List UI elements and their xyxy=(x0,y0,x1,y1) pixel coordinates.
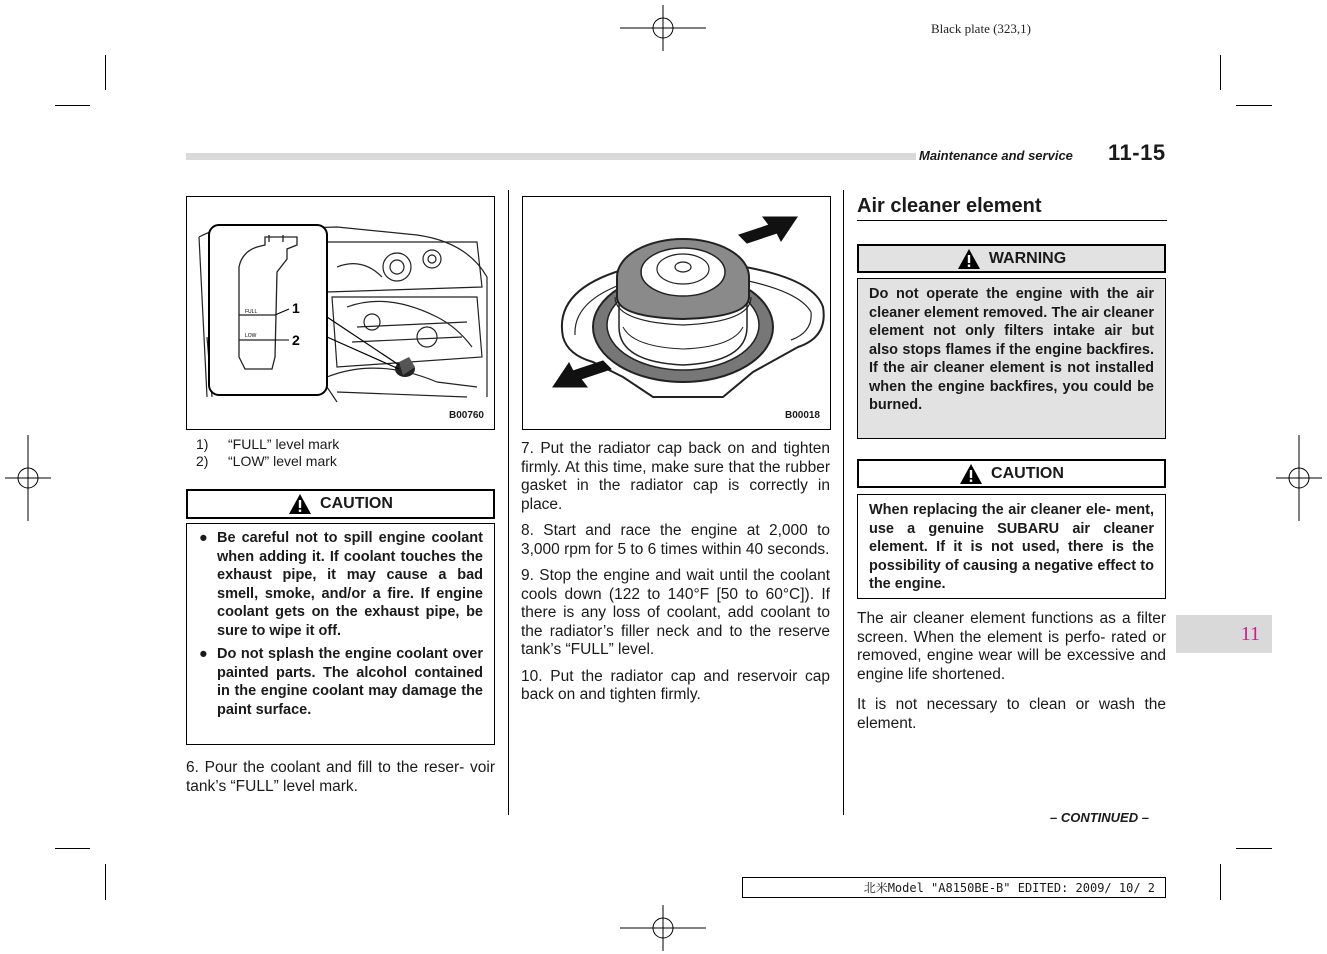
step-text: 6. Pour the coolant and fill to the reser- voir tank’s “FULL” level mark. xyxy=(186,759,495,795)
figure-code: B00760 xyxy=(448,410,484,421)
caution-text: When replacing the air cleaner ele- ment, use a genuine SUBARU air cleaner element. If it is not used, there is the possibility of causing a negative effect to the engine. xyxy=(869,502,1154,592)
warning-triangle-icon xyxy=(959,463,983,485)
registration-mark-top xyxy=(620,5,706,51)
warning-triangle-icon xyxy=(957,248,981,270)
steps-7-10 xyxy=(521,440,830,713)
footer-edit-info: 北米Model "A8150BE-B" EDITED: 2009/ 10/ 2 xyxy=(742,877,1166,898)
warning-triangle-icon xyxy=(288,493,312,515)
tank-low-label: LOW xyxy=(245,333,257,339)
caution-item: ● Do not splash the engine coolant over painted parts. The alcohol contained in the engine coolant may damage the paint surface. xyxy=(199,646,483,718)
step-7: 7. Put the radiator cap back on and tighten firmly. At this time, make sure that the rubber gasket in the radiator cap is correctly in place. xyxy=(521,440,830,513)
warning-text: Do not operate the engine with the air cleaner element removed. The air cleaner element not only filters intake air but also stops flames if the engine backfires. If the air cleaner element is not installed when the engine backfires, you could be burned. xyxy=(869,286,1154,413)
step-6 xyxy=(186,759,495,804)
caution-title: CAUTION xyxy=(991,464,1064,482)
caution-item-text: Do not splash the engine coolant over painted parts. The alcohol contained in the engine coolant may damage the paint surface. xyxy=(217,646,483,718)
page-number: 11-15 xyxy=(1108,140,1166,165)
caution-header xyxy=(857,459,1166,488)
air-cleaner-paragraphs xyxy=(857,610,1166,741)
step-10: 10. Put the radiator cap and reservoir cap back on and tighten firmly. xyxy=(521,667,830,703)
legend-text: “LOW” level mark xyxy=(228,453,337,469)
callout-1: 1 xyxy=(292,300,300,316)
header-bar xyxy=(186,153,916,160)
engine-bay-illustration xyxy=(187,197,494,429)
paragraph: The air cleaner element functions as a filter screen. When the element is perfo- rated or removed, engine wear will be excessive and engine life shortened. xyxy=(857,610,1166,683)
caution-title: CAUTION xyxy=(320,495,393,512)
section-title: Air cleaner element xyxy=(857,195,1042,217)
paragraph: It is not necessary to clean or wash the element. xyxy=(857,696,1166,732)
header-section-title: Maintenance and service xyxy=(919,148,1073,163)
warning-body xyxy=(857,278,1166,439)
legend-num: 2) xyxy=(196,453,209,469)
section-title-rule xyxy=(857,220,1167,221)
callout-2: 2 xyxy=(292,332,300,348)
caution-item-text: Be careful not to spill engine coolant when adding it. If coolant touches the exhaust pipe, it may cause a bad smell, smoke, and/or a fire. If engine coolant gets on the exhaust pipe, be sure to wipe it off. xyxy=(217,530,483,639)
chapter-tab: 11 xyxy=(1176,615,1272,653)
legend-item xyxy=(196,436,496,453)
tank-full-label: FULL xyxy=(245,309,258,315)
radiator-cap-figure xyxy=(522,196,831,430)
column-divider-right xyxy=(843,190,844,815)
caution-body xyxy=(186,523,495,745)
caution-body xyxy=(857,494,1166,599)
caution-header xyxy=(186,489,495,519)
warning-header xyxy=(857,244,1166,273)
legend-text: “FULL” level mark xyxy=(228,436,340,452)
radiator-cap-illustration xyxy=(523,197,830,429)
registration-mark-right xyxy=(1276,435,1322,521)
registration-mark-bottom xyxy=(620,905,706,951)
figure-legend xyxy=(196,436,496,470)
legend-num: 1) xyxy=(196,436,209,452)
column-divider-left xyxy=(508,190,509,815)
plate-info: Black plate (323,1) xyxy=(931,21,1031,36)
continued-label: – CONTINUED – xyxy=(1050,810,1149,825)
step-8: 8. Start and race the engine at 2,000 to 3,000 rpm for 5 to 6 times within 40 seconds. xyxy=(521,522,830,558)
legend-item xyxy=(196,453,496,470)
step-9: 9. Stop the engine and wait until the coolant cools down (122 to 140°F [50 to 60°C]). If there is any loss of coolant, add coolant to the radiator’s filler neck and to the reserve tank’s “FULL” level. xyxy=(521,567,830,658)
registration-mark-left xyxy=(5,435,51,521)
warning-title: WARNING xyxy=(988,249,1067,267)
engine-bay-figure xyxy=(186,196,495,430)
caution-item: ● Be careful not to spill engine coolant when adding it. If coolant touches the exhaust pipe, it may cause a bad smell, smoke, and/or a fire. If engine coolant gets on the exhaust pipe, be sure to wipe it off. xyxy=(199,530,483,639)
figure-code: B00018 xyxy=(784,410,820,421)
